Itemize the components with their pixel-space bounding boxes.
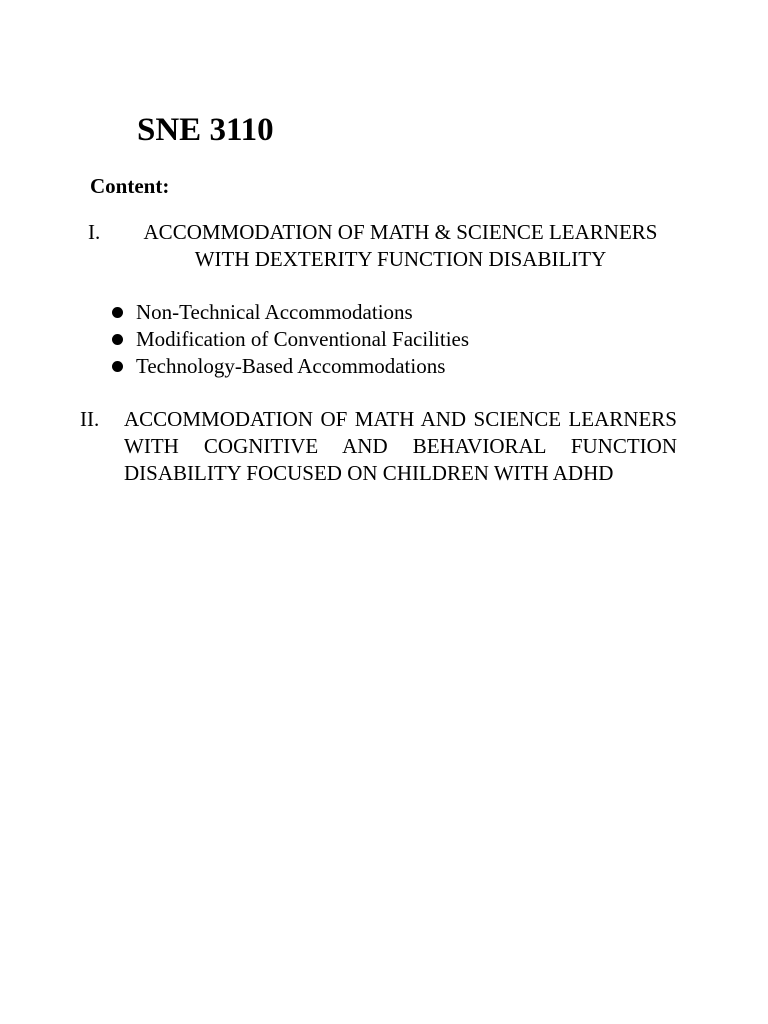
bullet-icon bbox=[112, 307, 123, 318]
section-1-bullet-list bbox=[112, 299, 469, 380]
section-1-number: I. bbox=[88, 220, 101, 244]
bullet-icon bbox=[112, 334, 123, 345]
document-title: SNE 3110 bbox=[137, 112, 274, 148]
list-item-text: Non-Technical Accommodations bbox=[136, 300, 413, 324]
list-item bbox=[112, 326, 469, 353]
section-1-heading: ACCOMMODATION OF MATH & SCIENCE LEARNERS WITH DEXTERITY FUNCTION DISABILITY bbox=[143, 220, 658, 271]
bullet-icon bbox=[112, 361, 123, 372]
list-item-text: Modification of Conventional Facilities bbox=[136, 327, 470, 351]
list-item bbox=[112, 299, 469, 326]
section-2-number: II. bbox=[80, 407, 100, 431]
list-item bbox=[112, 353, 469, 380]
list-item-text: Technology-Based Accommodations bbox=[136, 354, 446, 378]
content-label: Content: bbox=[90, 174, 170, 198]
section-2-heading: ACCOMMODATION OF MATH AND SCIENCE LEARNERS WITH COGNITIVE AND BEHAVIORAL FUNCTION DISABILITY FOCUSED ON CHILDREN WITH ADHD bbox=[124, 407, 677, 485]
